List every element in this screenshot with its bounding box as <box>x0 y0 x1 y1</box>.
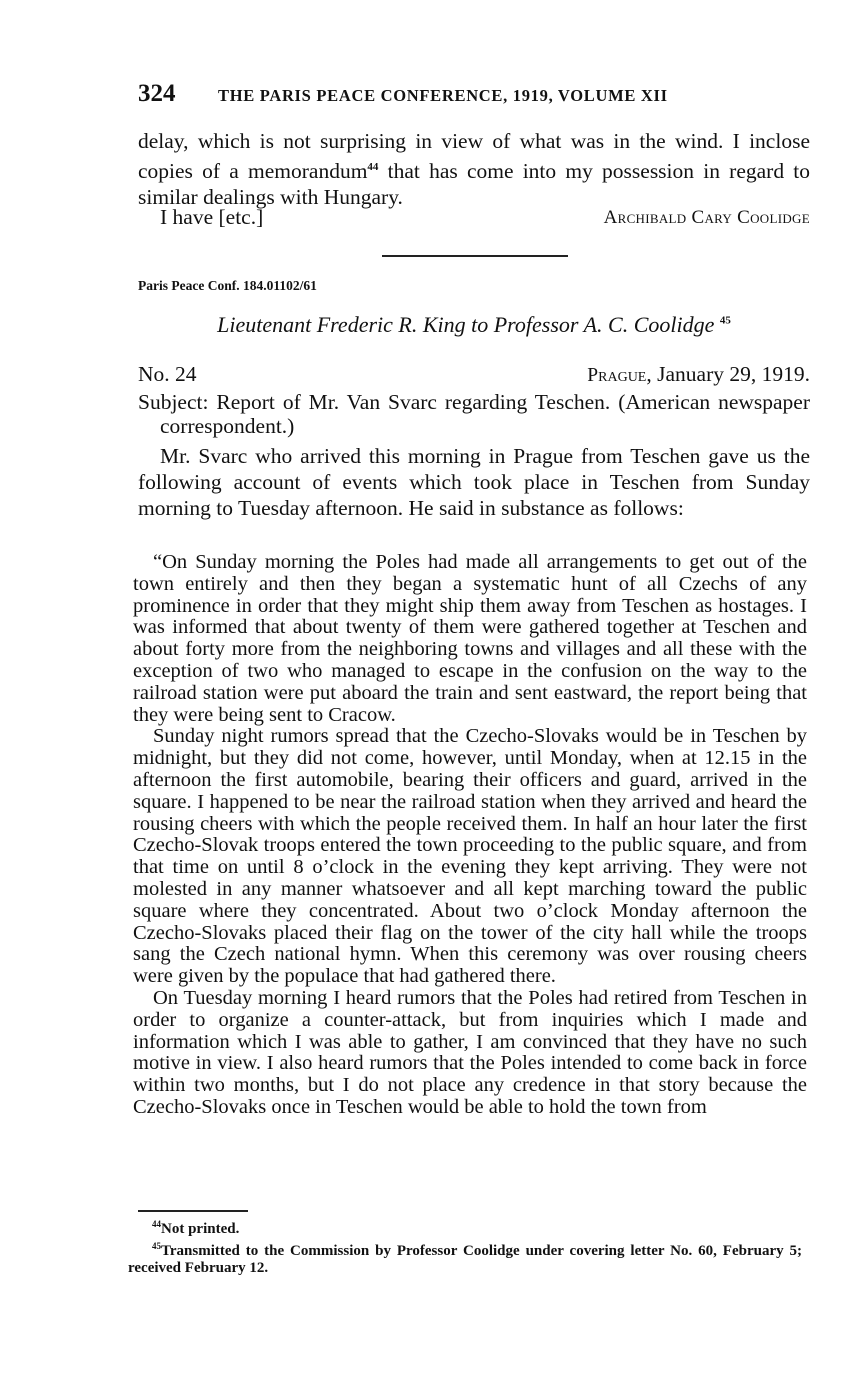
footnote-reference-45: 45 <box>719 314 731 327</box>
quoted-paragraph: On Tuesday morning I heard rumors that the Poles had retired from Teschen in order to organize a counter-attack, but from inquiries which I made and information which I was able to gather, I am convinced that they have no such motive in view. I also heard rumors that the Poles intended to come back in force within two months, but I do not place any credence in that story because the Czecho-Slovaks once in Teschen would be able to hold the town from <box>133 986 807 1118</box>
quoted-account <box>133 552 807 1119</box>
footnote-marker: 45 <box>152 1241 161 1251</box>
carryover-text: delay, which is not surprising in view of what was in the wind. I inclose copies of a memorandum <box>138 129 810 184</box>
previous-document-ending <box>138 128 810 210</box>
quoted-paragraph: “On Sunday morning the Poles had made all arrangements to get out of the town entirely and then they began a systematic hunt of all Czechs of any prominence in order that they might ship them away from Teschen as hostages. I was informed that about twenty of them were gathered together at Teschen and about forty more from the neighboring towns and villages and all these with the exception of two who managed to escape in the confusion on the way to the railroad station were put aboard the train and sent eastward, the report being that they were being sent to Cracow. <box>133 551 807 726</box>
running-head <box>138 80 810 110</box>
footnote-reference-44: 44 <box>367 161 379 173</box>
subject-line <box>138 390 810 438</box>
intro-paragraph <box>138 443 810 521</box>
signature: Archibald Cary Coolidge <box>603 207 810 228</box>
subject-text: Subject: Report of Mr. Van Svarc regarding Teschen. (American newspaper correspondent.) <box>138 390 810 438</box>
closing-block <box>160 205 810 233</box>
page-number: 324 <box>138 80 176 107</box>
footnote-44 <box>128 1216 802 1238</box>
quoted-paragraph: Sunday night rumors spread that the Czecho-Slovaks would be in Teschen by midnight, but they did not come, however, until Monday, when at 12.15 in the afternoon the first automobile, bearing their officers and guard, arrived in the square. I happened to be near the railroad station when they arrived and heard the rousing cheers with which the people received them. In half an hour later the first Czecho-Slovak troops entered the town proceeding to the public square, and from that time on until 8 o’clock in the evening they kept arriving. They were not molested in any manner whatsoever and all kept marching toward the public square where they concentrated. About two o’clock Monday afternoon the Czecho-Slovaks placed their flag on the tower of the city hall while the troops sang the Czech national hymn. When this ceremony was over rousing cheers were given by the populace that had gathered there. <box>133 725 807 988</box>
intro-text: Mr. Svarc who arrived this morning in Prague from Teschen gave us the following account of events which took place in Teschen from Sunday morning to Tuesday afternoon. He said in substance as follows: <box>138 444 810 520</box>
footnote-text: Not printed. <box>161 1221 240 1237</box>
dateline-place: Prague <box>587 365 647 386</box>
footnote-45 <box>128 1238 802 1277</box>
footnote-text: Transmitted to the Commission by Professor Coolidge under covering letter No. 60, February 5; received February 12. <box>128 1243 802 1276</box>
document-number: No. 24 <box>138 362 197 386</box>
document-title-text: Lieutenant Frederic R. King to Professor A. C. Coolidge <box>217 312 715 337</box>
running-title: THE PARIS PEACE CONFERENCE, 1919, VOLUME XII <box>218 86 668 105</box>
footnotes <box>128 1216 802 1277</box>
dateline <box>587 362 810 387</box>
document-number-row <box>138 362 810 390</box>
dateline-date: , January 29, 1919. <box>646 362 810 386</box>
closing-formula: I have [etc.] <box>160 205 264 229</box>
footnote-marker: 44 <box>152 1219 161 1229</box>
footnote-rule <box>138 1210 248 1212</box>
document-separator-rule <box>382 255 568 257</box>
carryover-text-end: that has come into my possession in regard to similar dealings with Hungary. <box>138 159 810 210</box>
carryover-paragraph <box>138 128 810 210</box>
document-title <box>138 312 810 338</box>
file-reference: Paris Peace Conf. 184.01102/61 <box>138 278 317 293</box>
